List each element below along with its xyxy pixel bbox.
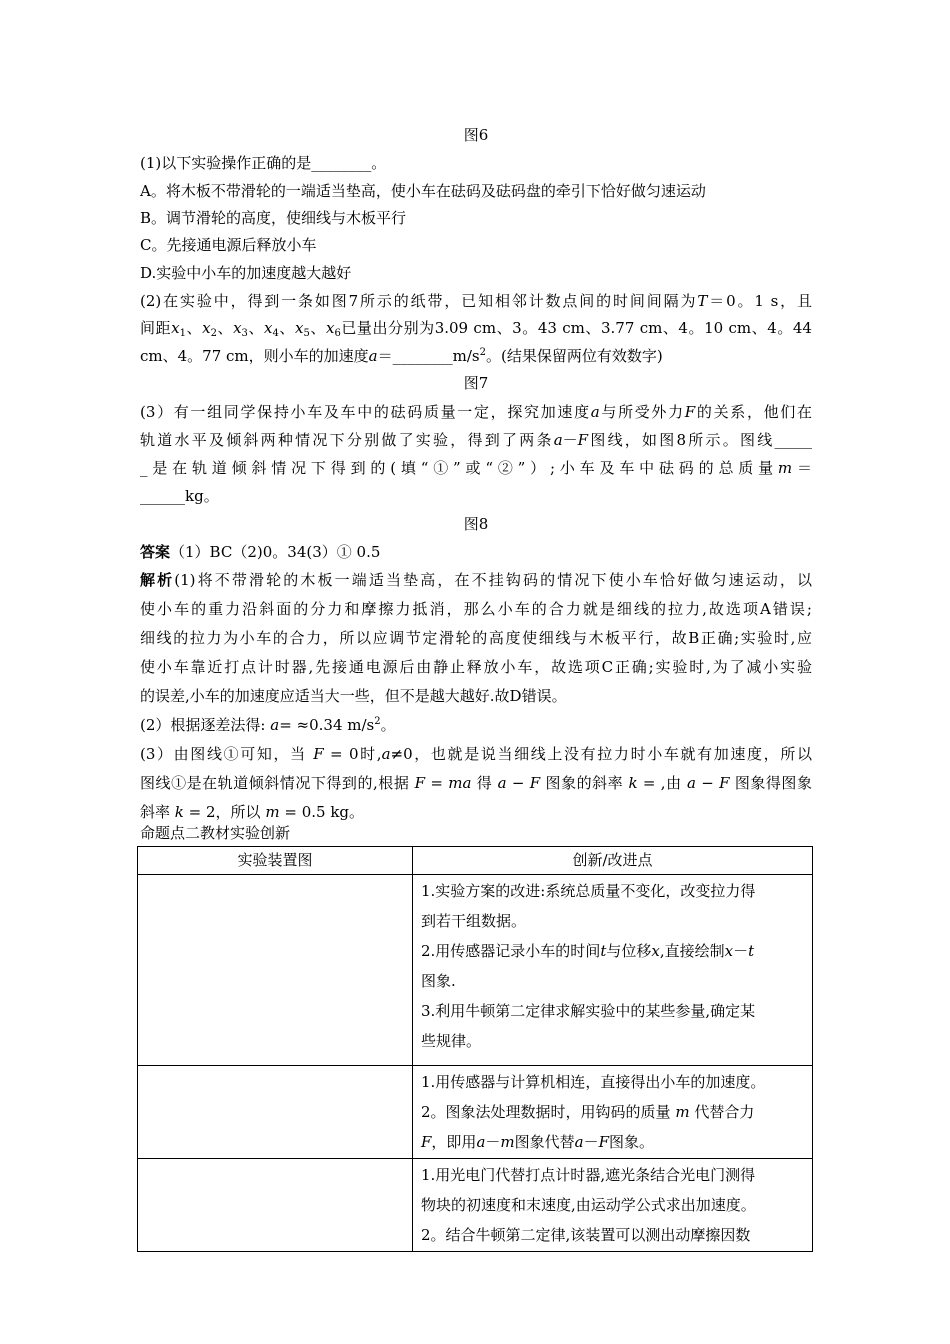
table-row — [138, 1066, 813, 1159]
figure-6-caption: 图6 — [463, 126, 489, 144]
analysis-line-5: 的误差,小车的加速度应适当大一些，但不是越大越好.故D错误。 — [140, 687, 567, 705]
innovation-cell: 1.实验方案的改进:系统总质量不变化，改变拉力得 到若干组数据。 2.用传感器记录小车的时间t与位移x,直接绘制x－t 图象. 3.利用牛顿第二定律求解实验中的某些参量,确定某 些规律。 — [413, 875, 813, 1066]
question-3-line-2: 轨道水平及倾斜两种情况下分别做了实验，得到了两条a－F图线，如图8所示。图线_____ — [140, 431, 812, 449]
question-3-line-1: (3）有一组同学保持小车及车中的砝码质量一定，探究加速度a与所受外力F的关系，他们在 — [140, 403, 812, 421]
analysis-part-3-line-1: (3）由图线①可知，当 F = 0时,a≠0，也就是说当细线上没有拉力时小车就有加速度，所以 — [140, 745, 812, 763]
innovation-cell: 1.用光电门代替打点计时器,遮光条结合光电门测得 物块的初速度和末速度,由运动学公式求出加速度。 2。结合牛顿第二定律,该装置可以测出动摩擦因数 — [413, 1159, 813, 1252]
answer-line — [140, 542, 812, 562]
table-header-row — [138, 847, 813, 875]
answer-text: （1）BC（2)0。34(3）① 0.5 — [170, 543, 381, 561]
analysis-part-3-line-3: 斜率 k = 2，所以 m = 0.5 kg。 — [140, 803, 365, 821]
analysis-line-1: 解析(1)将不带滑轮的木板一端适当垫高，在不挂钩码的情况下使小车恰好做匀速运动，以 — [140, 571, 812, 589]
question-2-line-3: cm、4。77 cm，则小车的加速度$a=\_\_\_\_\_\_\_\_m/s^2$。(结果保留两位有效数字) — [140, 347, 663, 365]
analysis-line-3: 细线的拉力为小车的合力，所以应调节定滑轮的高度使细线与木板平行，故B正确;实验时,应 — [140, 629, 812, 647]
question-1-stem: (1)以下实验操作正确的是________。 — [140, 154, 387, 172]
question-2-line-2: 间距$x_1$、$x_2$、$x_3$、$x_4$、$x_5$、$x_6$已量出分别为3.09 cm、3。43 cm、3.77 cm、4。10 cm、4。44 — [140, 319, 812, 339]
analysis-line-2: 使小车的重力沿斜面的分力和摩擦力抵消，那么小车的合力就是细线的拉力,故选项A错误; — [140, 600, 812, 618]
table-header-innovation: 创新/改进点 — [413, 847, 813, 875]
apparatus-image-cell — [138, 1066, 413, 1159]
question-1-option-a: A。将木板不带滑轮的一端适当垫高，使小车在砝码及砝码盘的牵引下恰好做匀速运动 — [140, 182, 706, 200]
section-title: 命题点二教材实验创新 — [140, 824, 291, 842]
question-1-option-d: D.实验中小车的加速度越大越好 — [140, 264, 352, 282]
table-header-apparatus: 实验装置图 — [138, 847, 413, 875]
analysis-label: 解析 — [140, 571, 175, 589]
figure-8-caption: 图8 — [463, 515, 489, 533]
innovation-cell: 1.用传感器与计算机相连，直接得出小车的加速度。 2。图象法处理数据时，用钩码的质量 m 代替合力 F，即用a－m图象代替a－F图象。 — [413, 1066, 813, 1159]
apparatus-image-cell — [138, 1159, 413, 1252]
question-3-line-4: ______kg。 — [140, 487, 219, 505]
innovation-table — [137, 846, 813, 1252]
answer-label: 答案 — [140, 543, 171, 561]
question-2-line-1: (2)在实验中，得到一条如图7所示的纸带，已知相邻计数点间的时间间隔为T＝0。1 s，且 — [140, 292, 813, 310]
question-1-option-c: C。先接通电源后释放小车 — [140, 236, 317, 254]
apparatus-image-cell — [138, 875, 413, 1066]
table-row — [138, 875, 813, 1066]
question-3-line-3: _是在轨道倾斜情况下得到的(填“①”或“②”）;小车及车中砝码的总质量m＝ — [140, 459, 812, 477]
figure-7-caption: 图7 — [463, 374, 489, 392]
analysis-part-3-line-2: 图线①是在轨道倾斜情况下得到的,根据 F = ma 得 a − F 图象的斜率 k = ,由 a − F 图象得图象 — [140, 774, 812, 792]
analysis-part-2: (2）根据逐差法得: a= ≈0.34 $m/s^2$。 — [140, 716, 396, 734]
analysis-line-4: 使小车靠近打点计时器,先接通电源后由静止释放小车，故选项C正确;实验时,为了减小实验 — [140, 658, 812, 676]
question-1-option-b: B。调节滑轮的高度，使细线与木板平行 — [140, 209, 407, 227]
table-row — [138, 1159, 813, 1252]
